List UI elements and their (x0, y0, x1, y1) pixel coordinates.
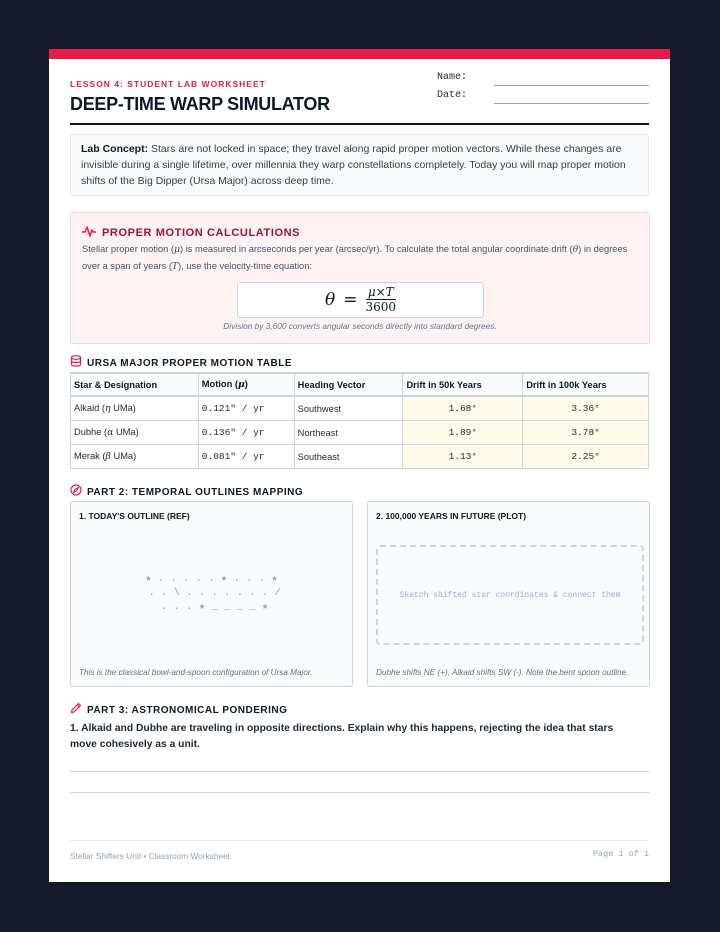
date-field[interactable] (437, 90, 649, 106)
header-divider (70, 123, 649, 125)
calc-text-3: ) in degrees over a span of years ( (82, 244, 628, 271)
calc-description (82, 241, 642, 275)
calc-heading (82, 224, 300, 242)
drift-50k-cell[interactable]: 1.89° (403, 421, 523, 445)
drift-50k-cell[interactable]: 1.68° (403, 396, 523, 421)
drift-100k-cell[interactable]: 2.25° (523, 445, 649, 469)
equation (238, 283, 483, 317)
sketch-placeholder: Sketch shifted star coordinates & connect them (399, 590, 621, 600)
table-row (71, 421, 649, 445)
part3-heading-text: PART 3: ASTRONOMICAL PONDERING (87, 704, 288, 716)
table-heading (70, 354, 292, 372)
name-label: Name: (437, 72, 468, 83)
drift-100k-cell[interactable]: 3.36° (523, 396, 649, 421)
motion-cell: 0.081" / yr (198, 445, 294, 469)
col-drift-50k: Drift in 50k Years (403, 373, 523, 396)
concept-lead: Lab Concept: (81, 143, 149, 155)
date-label: Date: (437, 90, 468, 101)
date-line (494, 103, 649, 104)
equation-box (237, 282, 484, 318)
calc-heading-text: PROPER MOTION CALCULATIONS (102, 227, 301, 239)
question-1: 1. Alkaid and Dubhe are traveling in opposite directions. Explain why this happens, rejecting the idea that stars move cohesively as a unit. (70, 723, 614, 750)
sketch-area[interactable] (376, 545, 644, 645)
col-drift-100k: Drift in 100k Years (523, 373, 649, 396)
equation-equals: = (343, 290, 358, 310)
calc-text-2: ) is measured in arcseconds per year (arcsec/yr). To calculate the total angular coordinate drift ( (180, 244, 573, 254)
footer-page-number: Page 1 of 1 (592, 849, 649, 859)
big-dipper-ascii-art: ★ . . . . . ★ . . . ★ . . \ . . . . . . . / . . . ★ _ _ _ _ ★ (145, 573, 281, 613)
part3-heading (70, 701, 287, 719)
calc-text-1: Stellar proper motion ( (82, 244, 174, 254)
equation-denominator: 3600 (365, 300, 397, 314)
star-cell: Alkaid (η UMa) (71, 396, 199, 421)
part2-heading (70, 483, 303, 501)
footer-unit: Stellar Shifters Unit • Classroom Worksheet (70, 851, 230, 861)
star-cell: Merak (β UMa) (71, 445, 199, 469)
lab-concept-box (70, 134, 649, 196)
lesson-eyebrow: LESSON 4: STUDENT LAB WORKSHEET (70, 79, 266, 89)
compass-icon (70, 483, 82, 501)
col-motion: Motion (μ) (198, 373, 294, 396)
drift-100k-cell[interactable]: 3.78° (523, 421, 649, 445)
heading-cell: Northeast (294, 421, 403, 445)
pencil-icon (70, 701, 82, 719)
theta-symbol: θ (572, 244, 579, 255)
t-symbol: T (171, 261, 179, 272)
database-icon (70, 354, 82, 372)
calc-note: Division by 3,600 converts angular seconds directly into standard degrees. (223, 321, 497, 331)
footer-divider (70, 840, 649, 841)
future-outline-panel (367, 501, 650, 687)
drift-50k-cell[interactable]: 1.13° (403, 445, 523, 469)
table-header-row (71, 373, 649, 396)
calc-text-4: ), use the velocity-time equation: (178, 261, 312, 271)
future-outline-title: 2. 100,000 YEARS IN FUTURE (PLOT) (376, 511, 527, 521)
col-heading: Heading Vector (294, 373, 403, 396)
today-outline-title: 1. TODAY'S OUTLINE (REF) (79, 511, 190, 521)
mu-symbol: μ (173, 244, 181, 255)
calculations-box (70, 212, 650, 344)
accent-top-bar (49, 49, 670, 59)
table-heading-text: URSA MAJOR PROPER MOTION TABLE (87, 357, 293, 369)
future-outline-note: Dubhe shifts NE (+), Alkaid shifts SW (-). Note the bent spoon outline. (376, 668, 629, 677)
heading-cell: Southwest (294, 396, 403, 421)
today-outline-panel (70, 501, 353, 687)
equation-numerator: μ×T (367, 285, 394, 299)
concept-body: Stars are not locked in space; they travel along rapid proper motion vectors. While these changes are invisible during a single lifetime, over millennia they warp constellations completely. Today you will map proper motion shifts of the Big Dipper (Ursa Major) across deep time. (81, 143, 626, 187)
page-title: DEEP-TIME WARP SIMULATOR (70, 94, 330, 114)
star-cell: Dubhe (α UMa) (71, 421, 199, 445)
worksheet-page (49, 49, 670, 882)
table-row (71, 445, 649, 469)
heading-cell: Southeast (294, 445, 403, 469)
today-outline-note: This is the classical bowl-and-spoon configuration of Ursa Major. (79, 668, 313, 677)
equation-fraction (365, 286, 396, 314)
proper-motion-table (70, 372, 649, 469)
part2-heading-text: PART 2: TEMPORAL OUTLINES MAPPING (87, 486, 304, 498)
pulse-icon (82, 224, 96, 242)
table-row (71, 396, 649, 421)
answer-line[interactable] (70, 792, 649, 793)
motion-cell: 0.121" / yr (198, 396, 294, 421)
name-field[interactable] (437, 72, 649, 88)
col-star: Star & Designation (71, 373, 199, 396)
equation-lhs: θ (324, 290, 336, 310)
answer-line[interactable] (70, 771, 649, 772)
name-line (494, 85, 649, 86)
motion-cell: 0.136" / yr (198, 421, 294, 445)
